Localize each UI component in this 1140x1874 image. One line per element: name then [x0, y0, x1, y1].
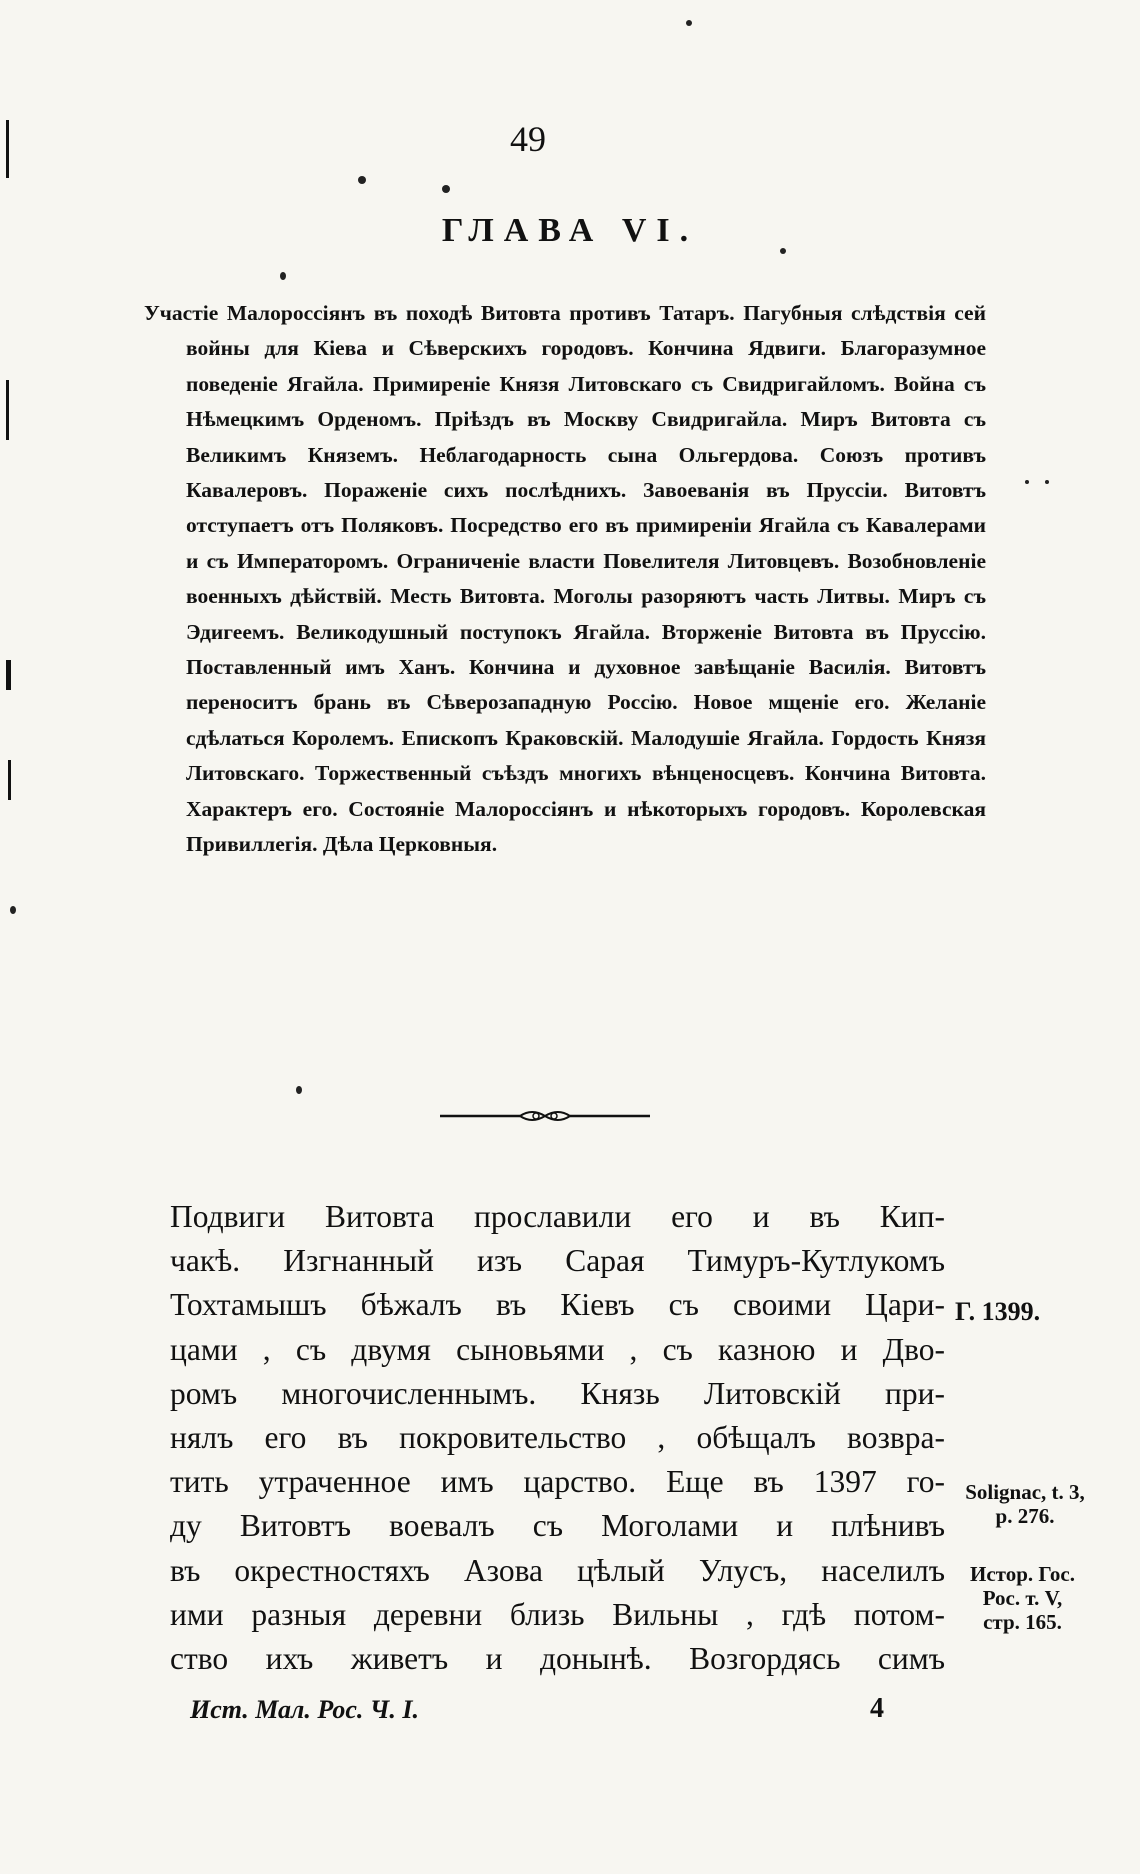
text-line: цами , съ двумя сыновьями , съ казною и Дво-: [170, 1331, 945, 1367]
text-line: ромъ многочисленнымъ. Князь Литовскій при-: [170, 1375, 945, 1411]
text-line: тить утраченное имъ царство. Еще въ 1397 го-: [170, 1464, 945, 1500]
footer-source: Ист. Мал. Рос. Ч. I.: [190, 1695, 419, 1724]
scan-speck: [10, 906, 16, 914]
text-line: Подвиги Витовта прославили его и въ Кип-: [170, 1199, 945, 1234]
margin-note-solignac: [950, 1480, 1100, 1528]
text-line: ду Витовтъ воевалъ съ Моголами и плѣнивъ: [170, 1508, 945, 1544]
scan-edge-mark: [6, 380, 9, 440]
footer-signature: 4: [870, 1693, 884, 1724]
main-text: [170, 1195, 945, 1681]
scan-speck: [296, 1086, 302, 1094]
scan-speck: [780, 248, 786, 254]
scan-speck: [280, 272, 286, 280]
margin-note-line: Рос. т. V,: [982, 1586, 1063, 1610]
scan-speck: [442, 185, 450, 193]
scan-speck: [1025, 480, 1029, 484]
text-line: въ окрестностяхъ Азова цѣлый Улусъ, населилъ: [170, 1552, 945, 1588]
margin-note-year: Г. 1399.: [955, 1297, 1041, 1326]
margin-note-istor: [945, 1562, 1100, 1634]
margin-note-line: p. 276.: [995, 1504, 1055, 1528]
scan-speck: [1045, 480, 1049, 484]
scan-edge-mark: [6, 120, 9, 178]
ornamental-divider: [440, 1108, 650, 1124]
text-line: Тохтамышъ бѣжалъ въ Кіевъ съ своими Цари-: [170, 1287, 945, 1323]
text-line: нялъ его въ покровительство , обѣщалъ возвра-: [170, 1420, 945, 1456]
chapter-summary: Участіе Малороссіянъ въ походѣ Витовта противъ Татаръ. Пагубныя слѣдствія сей войны для Кіева и Сѣверскихъ городовъ. Кончина Ядвиги. Благоразумное поведеніе Ягайла. Примиреніе Князя Литовскаго съ Свидригайломъ. Война съ Нѣмецкимъ Орденомъ. Пріѣздъ въ Москву Свидригайла. Миръ Витовта съ Великимъ Княземъ. Неблагодарность сына Ольгердова. Союзъ противъ Кавалеровъ. Пораженіе сихъ послѣднихъ. Завоеванія въ Пруссіи. Витовтъ отступаетъ отъ Поляковъ. Посредство его въ примиреніи Ягайла съ Кавалерами и съ Императоромъ. Ограниченіе власти Повелителя Литовцевъ. Возобновленіе военныхъ дѣйствій. Месть Витовта. Моголы разоряютъ часть Литвы. Миръ съ Эдигеемъ. Великодушный поступокъ Ягайла. Вторженіе Витовта въ Пруссію. Поставленный имъ Ханъ. Кончина и духовное завѣщаніе Василія. Витовтъ переноситъ брань въ Сѣверозападную Россію. Новое мщеніе его. Желаніе сдѣлаться Королемъ. Епископъ Краковскій. Малодушіе Ягайла. Гордость Князя Литовскаго. Торжественный съѣздъ многихъ вѣнценосцевъ. Кончина Витовта. Характеръ его. Состояніе Малороссіянъ и нѣкоторыхъ городовъ. Королевская Привиллегія. Дѣла Церковныя.: [144, 301, 986, 857]
page-number: 49: [510, 119, 546, 159]
chapter-title: ГЛАВА VI.: [441, 212, 699, 249]
margin-note-line: Solignac, t. 3,: [965, 1480, 1085, 1504]
scan-speck: [686, 20, 692, 26]
scan-speck: [358, 176, 366, 184]
text-line: ими разныя деревни близь Вильны , гдѣ потом-: [170, 1596, 945, 1632]
scan-edge-mark: [8, 760, 11, 800]
text-line: ство ихъ живетъ и донынѣ. Возгордясь симъ: [170, 1641, 945, 1677]
margin-note-line: стр. 165.: [983, 1610, 1062, 1634]
scan-edge-mark: [6, 660, 11, 690]
margin-note-line: Истор. Гос.: [970, 1562, 1075, 1586]
text-line: чакѣ. Изгнанный изъ Сарая Тимуръ-Кутлукомъ: [170, 1243, 945, 1279]
